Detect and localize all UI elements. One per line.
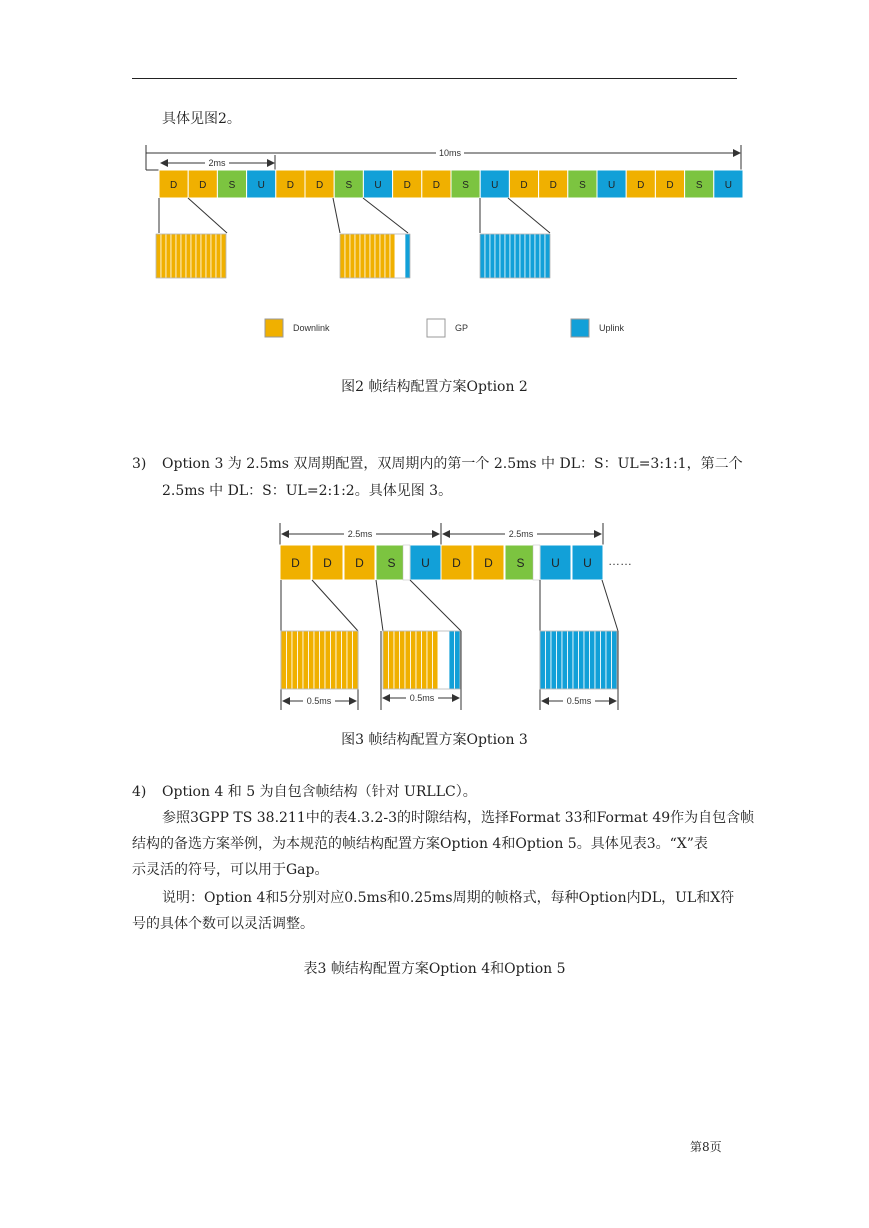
fig2-zoom-d-symbol-8 — [196, 234, 201, 278]
fig2-slot-label-13: D — [549, 180, 557, 191]
fig3-gap-0 — [403, 545, 410, 580]
fig2-zoom-s-symbol-3 — [355, 234, 360, 278]
fig2-slot-label-11: U — [491, 180, 499, 191]
fig2-slot-label-5: D — [315, 180, 324, 191]
page-number: 第8页 — [690, 1140, 722, 1154]
fig2-zoom-d-symbol-7 — [191, 234, 196, 278]
item-4-number: 4) — [132, 784, 147, 800]
fig3-slot-label-5: D — [452, 556, 461, 570]
fig2-10ms-label: 10ms — [438, 148, 462, 158]
fig3-zoom-s-symbol-6 — [416, 631, 422, 689]
fig3-slot-label-3: S — [387, 556, 396, 570]
fig2-zoom-u-symbol-6 — [510, 234, 515, 278]
fig2-zoom-u-symbol-1 — [485, 234, 490, 278]
fig2-zoom-d-symbol-0 — [156, 234, 161, 278]
fig2-zoom-u-symbol-7 — [515, 234, 520, 278]
fig2-zoom-u-symbol-11 — [535, 234, 540, 278]
fig2-zoom-s-symbol-4 — [360, 234, 365, 278]
fig3-slot-label-8: U — [551, 556, 560, 570]
fig2-slot-label-9: D — [432, 180, 441, 191]
fig2-zoom-u-symbol-3 — [495, 234, 500, 278]
fig2-zoom-u-symbol-8 — [520, 234, 525, 278]
fig3-zoom-s-symbol-11 — [444, 631, 450, 689]
fig3-zoom-s-symbol-9 — [433, 631, 439, 689]
fig2-zoom-s-symbol-13 — [405, 234, 410, 278]
fig3-zoom-u-symbol-12 — [606, 631, 612, 689]
fig3-zoom-u-symbol-0 — [540, 631, 546, 689]
fig3-zoom-s-symbol-0 — [383, 631, 389, 689]
fig2-zoom-s-symbol-8 — [380, 234, 385, 278]
fig3-slot-label-4: U — [421, 556, 430, 570]
fig2-slot-label-15: U — [607, 180, 616, 191]
fig3-zoom-u-symbol-8 — [584, 631, 590, 689]
fig2-zoom-s-symbol-1 — [345, 234, 350, 278]
fig3-zoom-u-symbol-11 — [601, 631, 607, 689]
fig2-zoom-s-symbol-5 — [365, 234, 370, 278]
fig2-zoom-u-symbol-4 — [500, 234, 505, 278]
fig2-zoom-u-symbol-0 — [480, 234, 485, 278]
fig2-zoom-u-symbol-12 — [540, 234, 545, 278]
figure-2-caption: 图2 帧结构配置方案Option 2 — [341, 379, 528, 395]
fig2-legend-swatch-1 — [427, 319, 445, 337]
fig2-slot-label-8: D — [403, 180, 411, 191]
fig2-zoom-s-symbol-12 — [400, 234, 405, 278]
fig2-slot-label-17: D — [666, 180, 674, 191]
fig2-zoom-d-symbol-13 — [221, 234, 226, 278]
fig3-slot-label-7: S — [516, 556, 525, 570]
fig2-2ms-label: 2ms — [208, 158, 226, 168]
fig2-slot-label-14: S — [579, 180, 586, 191]
fig3-zoom-u-symbol-5 — [568, 631, 574, 689]
fig3-zoom3-label: 0.5ms — [566, 696, 592, 706]
item-3-line1: Option 3 为 2.5ms 双周期配置，双周期内的第一个 2.5ms 中 DL：S：UL=3:1:1，第二个 — [162, 456, 743, 472]
fig2-legend-swatch-2 — [571, 319, 589, 337]
fig3-zoom-s-symbol-1 — [389, 631, 395, 689]
item-3-line2: 2.5ms 中 DL：S：UL=2:1:2。具体见图 3。 — [162, 483, 453, 499]
fig3-zoom-d-symbol-0 — [281, 631, 287, 689]
fig2-zoom-s-symbol-9 — [385, 234, 390, 278]
fig2-legend-swatch-0 — [265, 319, 283, 337]
fig3-zoom-s-symbol-12 — [449, 631, 455, 689]
fig2-zoom-d-symbol-2 — [166, 234, 171, 278]
fig3-slot-label-9: U — [583, 556, 592, 570]
fig2-zoom-d-symbol-10 — [206, 234, 211, 278]
fig3-zoom1-label: 0.5ms — [306, 696, 332, 706]
fig3-zoom-u-symbol-7 — [579, 631, 585, 689]
fig2-zoom-d-symbol-3 — [171, 234, 176, 278]
fig3-zoom-u-symbol-3 — [557, 631, 563, 689]
fig2-zoom-s-symbol-10 — [390, 234, 395, 278]
fig2-slot-label-7: U — [374, 180, 382, 191]
fig3-slot-label-0: D — [291, 556, 300, 570]
fig2-legend-label-0: Downlink — [293, 323, 330, 333]
fig2-legend-label-2: Uplink — [599, 323, 625, 333]
fig3-zoom-d-symbol-6 — [314, 631, 320, 689]
fig3-zoom-s-symbol-10 — [438, 631, 444, 689]
fig3-zoom-u-symbol-6 — [573, 631, 579, 689]
fig2-zoom-d-symbol-1 — [161, 234, 166, 278]
fig2-zoom-d-symbol-6 — [186, 234, 191, 278]
fig3-zoom-d-symbol-4 — [303, 631, 309, 689]
fig3-zoom-s-symbol-13 — [455, 631, 461, 689]
fig2-slot-label-4: D — [286, 180, 295, 191]
fig2-zoom-u-symbol-13 — [545, 234, 550, 278]
fig2-slot-label-6: S — [345, 180, 353, 191]
fig2-zoom-s-symbol-11 — [395, 234, 400, 278]
fig3-period2-label: 2.5ms — [508, 529, 534, 539]
fig3-zoom-d-symbol-9 — [331, 631, 337, 689]
fig3-zoom-d-symbol-5 — [309, 631, 315, 689]
para1-line3: 示灵活的符号，可以用于Gap。 — [132, 862, 329, 878]
fig3-period1-label: 2.5ms — [347, 529, 373, 539]
fig2-slot-label-10: S — [462, 180, 469, 191]
fig3-ellipsis: …… — [608, 554, 632, 568]
fig2-zoom-d-symbol-4 — [176, 234, 181, 278]
fig3-zoom-d-symbol-13 — [353, 631, 359, 689]
fig3-zoom-s-symbol-2 — [394, 631, 400, 689]
figure-2-diagram — [0, 0, 869, 380]
fig3-gap-1 — [533, 545, 540, 580]
fig3-zoom-u-symbol-13 — [612, 631, 618, 689]
fig3-zoom-d-symbol-1 — [287, 631, 293, 689]
fig2-zoom-d-symbol-12 — [216, 234, 221, 278]
fig3-zoom-d-symbol-7 — [320, 631, 326, 689]
para1-line1: 参照3GPP TS 38.211中的表4.3.2-3的时隙结构，选择Format 33和Format 49作为自包含帧 — [162, 810, 755, 826]
fig2-slot-label-3: U — [257, 180, 265, 191]
fig3-zoom-u-symbol-2 — [551, 631, 557, 689]
item-3-number: 3) — [132, 456, 147, 472]
figure-2 — [0, 0, 869, 380]
fig2-zoom-d-symbol-9 — [201, 234, 206, 278]
fig3-zoom-s-symbol-4 — [405, 631, 411, 689]
fig3-zoom-u-symbol-4 — [562, 631, 568, 689]
item-4-line1: Option 4 和 5 为自包含帧结构（针对 URLLC）。 — [162, 784, 477, 800]
fig2-zoom-s-symbol-0 — [340, 234, 345, 278]
fig3-zoom-s-symbol-3 — [400, 631, 406, 689]
fig3-zoom-u-symbol-9 — [590, 631, 596, 689]
para1-line2: 结构的备选方案举例，为本规范的帧结构配置方案Option 4和Option 5。具体见表3。“X”表 — [132, 836, 708, 852]
figure-3-caption: 图3 帧结构配置方案Option 3 — [341, 732, 528, 748]
fig2-slot-label-19: U — [724, 180, 733, 191]
fig3-zoom-s-symbol-7 — [422, 631, 428, 689]
fig2-zoom-u-symbol-2 — [490, 234, 495, 278]
fig2-zoom-s-symbol-2 — [350, 234, 355, 278]
fig2-zoom-u-symbol-10 — [530, 234, 535, 278]
fig3-slot-label-2: D — [355, 556, 364, 570]
fig3-zoom-s-symbol-8 — [427, 631, 433, 689]
fig3-zoom-d-symbol-8 — [325, 631, 331, 689]
fig3-zoom2-label: 0.5ms — [409, 693, 435, 703]
fig2-slot-label-2: S — [228, 180, 236, 191]
fig3-zoom-d-symbol-12 — [347, 631, 353, 689]
fig2-slot-label-1: D — [199, 180, 207, 191]
table-3-caption: 表3 帧结构配置方案Option 4和Option 5 — [303, 961, 566, 977]
figure-3 — [0, 515, 869, 715]
fig3-zoom-u-symbol-1 — [546, 631, 552, 689]
fig2-legend-label-1: GP — [455, 323, 469, 333]
fig2-zoom-d-symbol-11 — [211, 234, 216, 278]
fig2-zoom-u-symbol-9 — [525, 234, 530, 278]
fig3-zoom-d-symbol-3 — [298, 631, 304, 689]
figure-3-diagram — [0, 515, 869, 715]
fig2-slot-label-16: D — [637, 180, 645, 191]
fig2-zoom-u-symbol-5 — [505, 234, 510, 278]
fig3-zoom-d-symbol-2 — [292, 631, 298, 689]
fig2-slot-label-18: S — [695, 180, 703, 191]
fig2-zoom-s-symbol-7 — [375, 234, 380, 278]
para2-line2: 号的具体个数可以灵活调整。 — [132, 916, 314, 932]
fig3-zoom-s-symbol-5 — [411, 631, 417, 689]
intro-text: 具体见图2。 — [162, 111, 241, 127]
fig2-zoom-d-symbol-5 — [181, 234, 186, 278]
fig2-slot-label-12: D — [520, 180, 528, 191]
fig3-zoom-u-symbol-10 — [595, 631, 601, 689]
fig3-slot-label-1: D — [323, 556, 332, 570]
fig3-zoom-d-symbol-10 — [336, 631, 342, 689]
fig3-slot-label-6: D — [484, 556, 493, 570]
para2-line1: 说明：Option 4和5分别对应0.5ms和0.25ms周期的帧格式，每种Option内DL，UL和X符 — [162, 890, 735, 906]
fig2-zoom-s-symbol-6 — [370, 234, 375, 278]
fig3-zoom-d-symbol-11 — [342, 631, 348, 689]
fig2-slot-label-0: D — [169, 180, 178, 191]
